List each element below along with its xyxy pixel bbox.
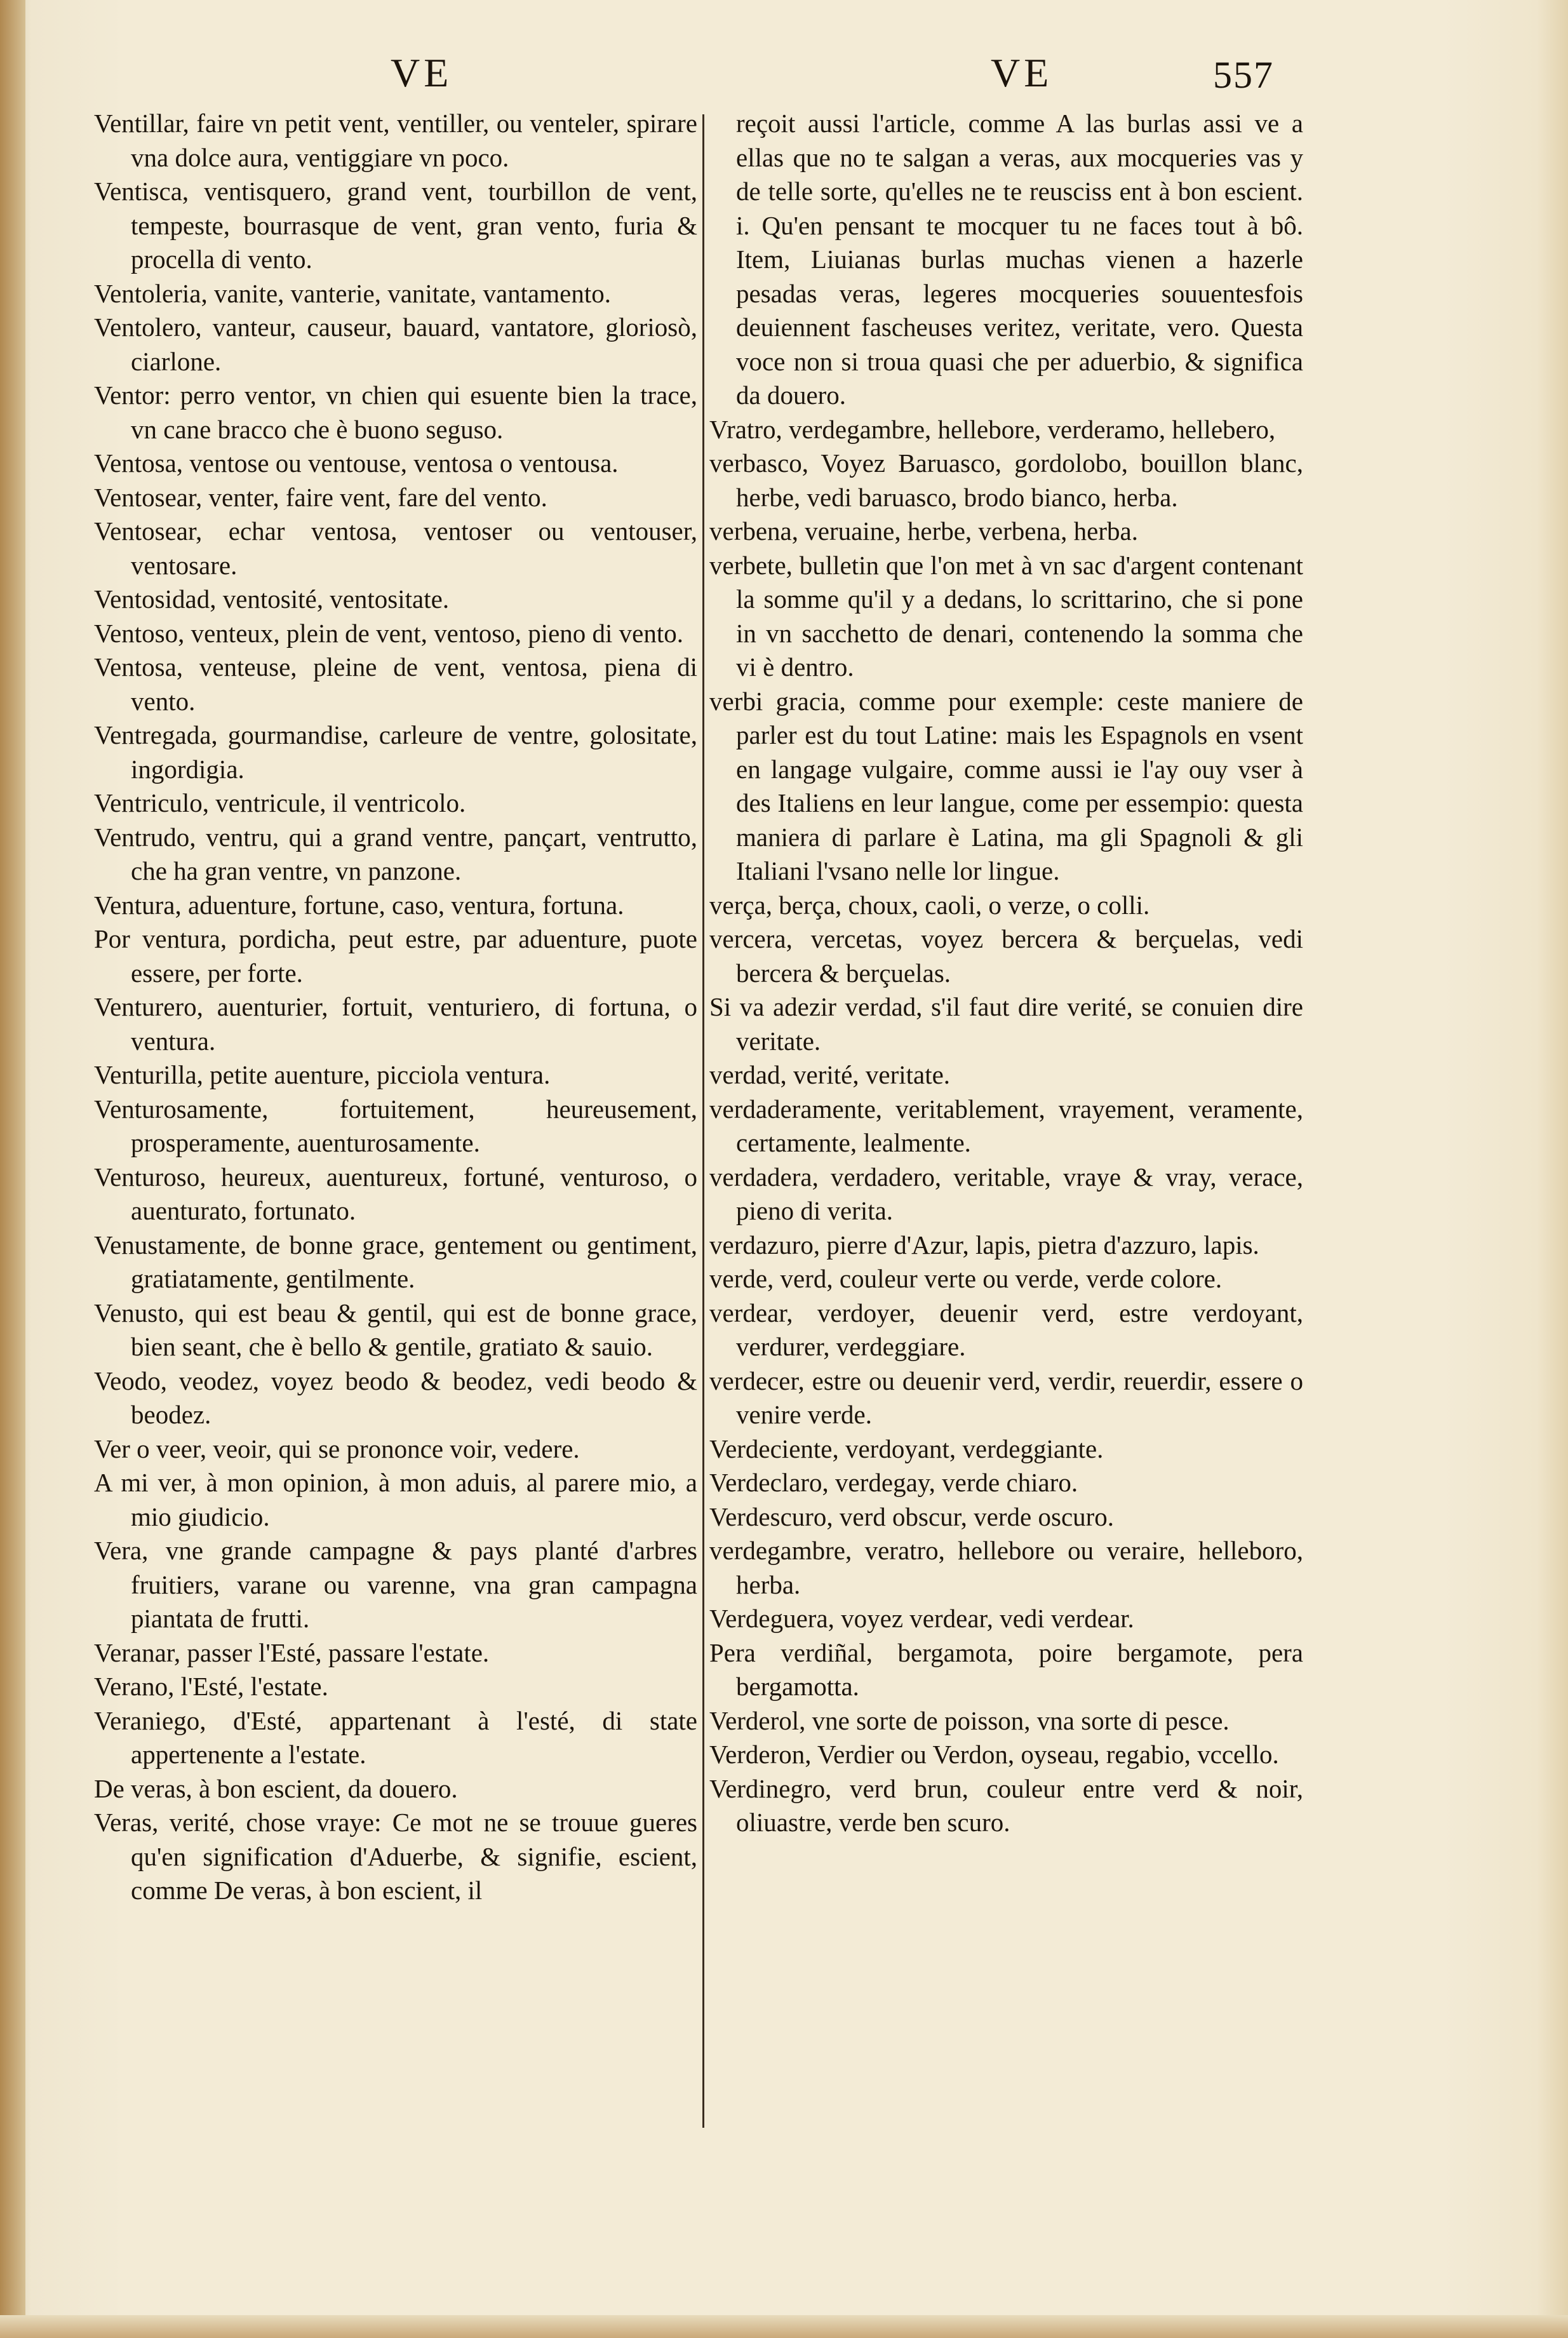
dictionary-entry: Venustamente, de bonne grace, gentement ou gentiment, gratiatamente, gentilmente.	[94, 1230, 697, 1293]
dictionary-entry: Ventriculo, ventricule, il ventricolo.	[94, 788, 466, 817]
dictionary-entry: Verderon, Verdier ou Verdon, oyseau, regabio, vccello.	[709, 1740, 1279, 1769]
dictionary-entry: De veras, à bon escient, da douero.	[94, 1773, 458, 1803]
dictionary-entry: Ventosa, ventose ou ventouse, ventosa o ventousa.	[94, 448, 619, 478]
dictionary-entry: verbena, veruaine, herbe, verbena, herba.	[709, 516, 1138, 546]
dictionary-entry: Vera, vne grande campagne & pays planté d'arbres fruitiers, varane ou varenne, vna gran campagna piantata de frutti.	[94, 1536, 697, 1633]
dictionary-entry: Venturoso, heureux, auentureux, fortuné, venturoso, o auenturato, fortunato.	[94, 1162, 697, 1225]
dictionary-entry: Por ventura, pordicha, peut estre, par aduenture, puote essere, per forte.	[94, 924, 697, 988]
dictionary-entry: Ventor: perro ventor, vn chien qui esuente bien la trace, vn cane bracco che è buono seguso.	[94, 380, 697, 444]
dictionary-entry: verça, berça, choux, caoli, o verze, o colli.	[709, 890, 1150, 920]
dictionary-entry: Ver o veer, veoir, qui se prononce voir, vedere.	[94, 1434, 580, 1463]
dictionary-entry: Veranar, passer l'Esté, passare l'estate.	[94, 1637, 490, 1667]
dictionary-entry: Pera verdiñal, bergamota, poire bergamote, pera bergamotta.	[709, 1637, 1303, 1701]
dictionary-entry: verbasco, Voyez Baruasco, gordolobo, bouillon blanc, herbe, vedi baruasco, brodo bianco, herba.	[709, 448, 1303, 512]
dictionary-entry: Ventosidad, ventosité, ventositate.	[94, 584, 450, 614]
binding-gutter	[0, 0, 25, 2338]
page-bottom-edge	[0, 2315, 1568, 2338]
dictionary-entry: Veodo, veodez, voyez beodo & beodez, vedi beodo & beodez.	[94, 1366, 697, 1429]
dictionary-entry: Ventosa, venteuse, pleine de vent, ventosa, piena di vento.	[94, 652, 697, 716]
running-head-right: VE	[991, 50, 1053, 95]
dictionary-entry: Si va adezir verdad, s'il faut dire verité, se conuien dire veritate.	[709, 992, 1303, 1056]
dictionary-entry: Venturosamente, fortuitement, heureusement, prosperamente, auenturosamente.	[94, 1094, 697, 1157]
dictionary-entry: Ventolero, vanteur, causeur, bauard, vantatore, gloriosò, ciarlone.	[94, 312, 697, 376]
dictionary-entry: Ventoso, venteux, plein de vent, ventoso, pieno di vento.	[94, 618, 684, 648]
dictionary-entry: Veras, verité, chose vraye: Ce mot ne se trouue gueres qu'en signification d'Aduerbe, & signifie, escient, comme De veras, à bon escient, il	[94, 1808, 697, 1905]
dictionary-entry: Verdeciente, verdoyant, verdeggiante.	[709, 1434, 1104, 1463]
dictionary-entry: Venusto, qui est beau & gentil, qui est de bonne grace, bien seant, che è bello & gentile, gratiato & sauio.	[94, 1298, 697, 1361]
dictionary-entry: A mi ver, à mon opinion, à mon aduis, al parere mio, a mio giudicio.	[94, 1468, 697, 1531]
dictionary-entry: verdadera, verdadero, veritable, vraye & vray, verace, pieno di verita.	[709, 1162, 1303, 1225]
dictionary-entry: verdegambre, veratro, hellebore ou veraire, helleboro, herba.	[709, 1536, 1303, 1599]
dictionary-entry: verbete, bulletin que l'on met à vn sac d'argent contenant la somme qu'il y a dedans, lo scrittarino, che si pone in vn sacchetto de denari, contenendo la somma che vi è dentro.	[709, 550, 1303, 682]
dictionary-entry: verdecer, estre ou deuenir verd, verdir, reuerdir, essere o venire verde.	[709, 1366, 1303, 1429]
column-divider	[702, 114, 704, 2128]
dictionary-entry: Ventosear, echar ventosa, ventoser ou ventouser, ventosare.	[94, 516, 697, 580]
dictionary-entry: Venturilla, petite auenture, picciola ventura.	[94, 1060, 551, 1089]
dictionary-entry-continuation: reçoit aussi l'article, comme A las burlas assi ve a ellas que no te salgan a veras, aux mocqueries vas y de telle sorte, qu'elles ne te reusciss ent à bon escient. i. Qu'en pensant te mocquer tu ne faces tout à bô. Item, Liuianas burlas muchas vienen a hazerle pesadas veras, legeres mocqueries souuentesfois deuiennent fascheuses veritez, veritate, vero. Questa voce non si troua quasi che per aduerbio, & significa da douero.	[736, 109, 1303, 410]
dictionary-entry: Verdeclaro, verdegay, verde chiaro.	[709, 1468, 1078, 1497]
left-column	[94, 107, 697, 1908]
dictionary-entry: Verdeguera, voyez verdear, vedi verdear.	[709, 1604, 1134, 1633]
dictionary-entry: Ventisca, ventisquero, grand vent, tourbillon de vent, tempeste, bourrasque de vent, gran vento, furia & procella di vento.	[94, 177, 697, 274]
dictionary-entry: verdaderamente, veritablement, vrayement, veramente, certamente, lealmente.	[709, 1094, 1303, 1157]
right-column	[709, 107, 1303, 1840]
dictionary-entry: verdear, verdoyer, deuenir verd, estre verdoyant, verdurer, verdeggiare.	[709, 1298, 1303, 1361]
dictionary-entry: Verdinegro, verd brun, couleur entre verd & noir, oliuastre, verde ben scuro.	[709, 1773, 1303, 1837]
dictionary-entry: Verano, l'Esté, l'estate.	[94, 1672, 328, 1701]
dictionary-entry: Veraniego, d'Esté, appartenant à l'esté, di state appertenente a l'estate.	[94, 1705, 697, 1769]
running-head-left: VE	[391, 50, 453, 95]
dictionary-entry: Verdescuro, verd obscur, verde oscuro.	[709, 1502, 1115, 1531]
dictionary-entry: Ventosear, venter, faire vent, fare del vento.	[94, 482, 547, 512]
dictionary-entry: verdazuro, pierre d'Azur, lapis, pietra d'azzuro, lapis.	[709, 1230, 1259, 1260]
dictionary-entry: Verderol, vne sorte de poisson, vna sorte di pesce.	[709, 1705, 1230, 1735]
dictionary-entry: vercera, vercetas, voyez bercera & berçuelas, vedi bercera & berçuelas.	[709, 924, 1303, 988]
dictionary-entry: Ventregada, gourmandise, carleure de ventre, golositate, ingordigia.	[94, 720, 697, 784]
dictionary-entry: verbi gracia, comme pour exemple: ceste maniere de parler est du tout Latine: mais les Espagnols en vsent en langage vulgaire, comme aussi ie l'ay ouy vser à des Italiens en leur langue, come per essempio: questa maniera di parlare è Latina, ma gli Spagnoli & gli Italiani l'vsano nelle lor lingue.	[709, 686, 1303, 885]
dictionary-entry: Ventillar, faire vn petit vent, ventiller, ou venteler, spirare vna dolce aura, ventiggiare vn poco.	[94, 109, 697, 172]
dictionary-entry: Ventoleria, vanite, vanterie, vanitate, vantamento.	[94, 278, 611, 308]
dictionary-entry: Ventrudo, ventru, qui a grand ventre, pançart, ventrutto, che ha gran ventre, vn panzone.	[94, 822, 697, 885]
dictionary-entry: verdad, verité, veritate.	[709, 1060, 951, 1089]
page-number: 557	[1213, 54, 1274, 96]
dictionary-entry: Ventura, aduenture, fortune, caso, ventura, fortuna.	[94, 890, 624, 920]
dictionary-entry: Venturero, auenturier, fortuit, venturiero, di fortuna, o ventura.	[94, 992, 697, 1056]
dictionary-entry: Vratro, verdegambre, hellebore, verderamo, hellebero,	[709, 414, 1276, 444]
dictionary-entry: verde, verd, couleur verte ou verde, verde colore.	[709, 1264, 1223, 1293]
